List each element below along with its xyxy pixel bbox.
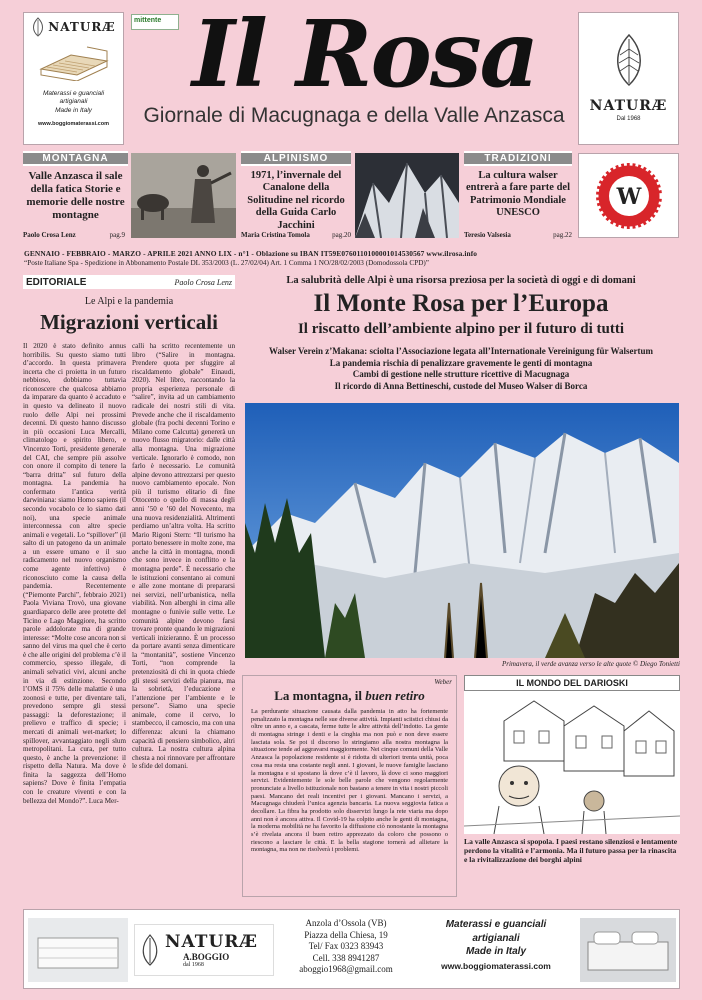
main-subhead: Il riscatto dell’ambiente alpino per il futuro di tutti bbox=[297, 321, 625, 337]
retiro-title-italic: buen retiro bbox=[365, 688, 425, 703]
editorial-column-2: calli ha scritto recentemente un libro (“Salire in montagna. Prendere quota per sfuggire al riscaldamento globale” Einaudi, 2020). Nel libro, raccontando la propria esperienza personale di “salire”, invita ad un cambiamento radicale dei nostri stili di vita. Prevede anche che il riscaldamento globale (fra pochi decenni Torino e Milano come Calcutta) genererà un nuovo flusso migratorio: dalle città alla montagna. Una migrazione verticale. Ignorarlo è comodo, non farlo è necessario. Le comunità alpine devono attrezzarsi per questo nuovo cambiamento epocale. Non più il turismo elitario di fine Ottocento o quello di massa degli anni ’50 e ’60 del Novecento, ma una nuova residenzialità. Altrimenti perdiamo un’altra volta. Ha scritto Mario Rigoni Stern: “Il turismo ha portato benessere in molte zone, ma anche la città in montagna, mondi che sono invece in conflitto e la montagna perde”. È necessario che le istituzioni consentano ai comuni e alle zone montane di prepararsi nei servizi, nell’urbanistica, nella viabilità. Non alberghi in cima alle montagne o funivie sulle vette. Le comunità alpine devono farsi trovare pronte quando le migrazioni verticali inizieranno. È un processo da portare avanti senza dimenticare la “montanità”, sostiene Vincenzo Torti, “non comprende la pretenziosità di chi in quota chiede gli stessi servizi della pianura, ma la sobrietà, l’educazione e l’attenzione per l’ambiente e le persone”. Siamo una specie animale, come il cervo, lo stambecco, il camoscio, ma con una differenza: alcuni la chiamano capacità di pensiero simbolico, altri cultura. La nostra cultura alpina chesta a noi rinnovare per affrontare le sfide del domani. bbox=[132, 342, 235, 771]
postal-badge-text: mittente bbox=[134, 17, 162, 24]
address-line: Anzola d’Ossola (VB) bbox=[305, 918, 387, 928]
left-ad-line2: artigianali bbox=[59, 98, 88, 106]
cartoon-header: IL MONDO DEL DARIOSKI bbox=[464, 675, 680, 691]
retiro-text: La perdurante situazione causata dalla pandemia in atto ha fortemente penalizzato la montagna nelle sue diverse attività. Impianti sciistici chiusi da oltre un anno e, a cascata, ferme tutte le altre attività dell’indotto. La gente di montagna stringe i denti e la cinghia ma non può e non deve essere lasciata sola. Se poi il discorso lo stringiamo alla nostra montagna la situazione tende ad aggravarsi maggiormente. Nei cinque comuni della Valle Anzasca la popolazione residente si è ridotta di ulteriori trenta unità, poca cosa ma resta una costante negli anni. I giovani, le nuove famiglie lasciano la montagna e si spostano là dove c’è il lavoro, là dove ci sono maggiori servizi. Evidentemente le sole belle parole che vengono regolarmente pronunciate a livello istituzionale non bastano a tenere in vita i nostri piccoli paesi. Mancano dei reali incentivi per i giovani. Mancano i servizi, a Macugnaga chiuderà l’unica agenzia bancaria. La nuova seggiovia fatica a decollare. La fibra ha prodotto solo disservizi lungo la rete viaria ma dopo anni non è ancora attiva. Il Covid-19 ha colpito anche le genti di montagna, la moderna mobilità ne ha favorito la diffusione ciò nonostante la montagna s’è rivelata ancora il buen retiro apprezzato da coloro che possono o riescono a lasciare le città. E la bella stagione tornerà ad allietare la montagna, ma non ne risolverà i problemi. bbox=[251, 708, 448, 854]
teaser-page: pag.9 bbox=[109, 231, 125, 239]
svg-text:W: W bbox=[616, 183, 641, 210]
retiro-author: Weber bbox=[434, 678, 452, 686]
cartoon-drawing bbox=[464, 691, 680, 834]
right-ad-brand: NATURÆ bbox=[589, 98, 668, 114]
main-overline: La salubrità delle Alpi è una risorsa preziosa per la società di oggi e di domani bbox=[286, 275, 636, 286]
teaser-credit bbox=[23, 231, 125, 239]
right-ad-since: Dal 1968 bbox=[616, 116, 641, 122]
walser-emblem-box bbox=[578, 153, 679, 238]
teaser-alpinismo[interactable] bbox=[241, 151, 351, 231]
natura-leaf-icon bbox=[139, 933, 161, 967]
tagline-line: Made in Italy bbox=[465, 946, 526, 957]
natura-leaf-icon bbox=[31, 17, 45, 37]
footer-ad bbox=[23, 909, 680, 989]
teaser-page: pag.20 bbox=[332, 231, 351, 239]
teaser-credit bbox=[464, 231, 572, 239]
footer-email-link[interactable]: aboggio1968@gmail.com bbox=[299, 964, 393, 975]
walser-w-emblem-icon bbox=[593, 160, 665, 232]
cartoon-box bbox=[464, 675, 680, 897]
retiro-title bbox=[243, 688, 456, 704]
teaser-title: La cultura walser entrerà a fare parte del Patrimonio Mondiale UNESCO bbox=[466, 170, 570, 219]
editorial-kicker: Le Alpi e la pandemia bbox=[84, 296, 174, 307]
teaser-author: Teresio Valsesia bbox=[464, 231, 511, 239]
footer-brand-sub: A.BOGGIO bbox=[183, 952, 230, 962]
section-label: TRADIZIONI bbox=[464, 151, 572, 166]
teaser-photo-montagna bbox=[131, 153, 236, 238]
teaser-page: pag.22 bbox=[553, 231, 572, 239]
teaser-montagna[interactable] bbox=[23, 151, 128, 239]
left-ad-box bbox=[23, 12, 124, 145]
editorial-label: EDITORIALE bbox=[26, 276, 87, 288]
tagline-line: artigianali bbox=[472, 932, 520, 944]
bullet-item: La pandemia rischia di penalizzare gravemente le genti di montagna bbox=[329, 357, 593, 368]
masthead-title: Il Rosa bbox=[192, 0, 538, 108]
bullet-item: Cambi di gestione nelle strutture ricettive di Macugnaga bbox=[352, 369, 570, 380]
issue-line: GENNAIO - FEBBRAIO - MARZO - APRILE 2021 ANNO LIX - n°1 - Oblazione su IBAN IT59E0760110100001014530567 www.ilrosa.info bbox=[24, 249, 478, 258]
address-line: Tel/ Fax 0323 83943 bbox=[308, 941, 384, 952]
editorial-column-1: Il 2020 è stato definito annus horribilis. Su questo siamo tutti d’accordo. In questa primavera incerta che ci proietta in un futuro nebbioso, dobbiamo tuttavia riconoscere che qualcosa abbiamo da imparare da quanto è accaduto e in questo va delineato il nuovo ruolo delle Alpi nei prossimi decenni. Di questo hanno discusso in più occasioni Luca Mercalli, climatologo e spirito libero, e Vincenzo Torti, presidente generale del CAI, che sempre più assolve con onore il compito di tenere la “barra dritta” sul futuro della montagna. La pandemia ha confermato l’antica verità darwiniana: siamo Homo sapiens (il secondo vocabolo ce lo siamo dati noi), una specie animale interconnessa con altre specie animali e vegetali. Lo “spillover” (il salto di un patogeno da un animale a un essere umano e il suo radicamento nel nuovo organismo come agente infettivo) è riconosciuto come la causa della pandemia. Recentemente (“Piemonte Parchi”, febbraio 2021) Paola Viviana Trovò, una giovane guardiaparco delle aree protette del Ticino e Lago Maggiore, ha scritto parole addolorate ma di grande interesse: “Molte cose ancora non si sanno del virus ma quel che è certo è che alle origini del problema c’è il commercio, spesso illegale, di animali selvatici vivi, alcuni anche in via di estinzione. Secondo l’OMS il 75% delle malattie è una zoonosi e tutte, per diventare tali, prevedono sempre gli stessi passaggi: la deforestazione; il prelievo e traffico di specie; i mercati di animali wet-market; lo spillover, avvantaggiato negli slum metropolitani. La cura, per tutto questo, è anche la prevenzione: il rispetto della Natura. Ma dove è finita la saggezza dell’Homo sapiens? Dove è finita l’empatia con le creature viventi e con la bellezza del Mondo?”. Luca Mer- bbox=[23, 342, 126, 805]
natura-leaf-logo-icon bbox=[608, 31, 650, 89]
postal-badge bbox=[131, 14, 179, 30]
teaser-photo-alpinismo bbox=[355, 153, 459, 238]
main-bullets bbox=[242, 346, 680, 393]
bullet-item: Il ricordo di Anna Bettineschi, custode del Museo Walser di Borca bbox=[334, 381, 588, 392]
teaser-author: Paolo Crosa Lenz bbox=[23, 231, 76, 239]
address-line: Piazza della Chiesa, 19 bbox=[304, 929, 388, 940]
mattress-photo-right bbox=[580, 918, 676, 982]
footer-address bbox=[286, 918, 406, 976]
footer-tagline bbox=[416, 918, 576, 972]
editorial-bar bbox=[23, 275, 235, 289]
teaser-author: Maria Cristina Tomola bbox=[241, 231, 310, 239]
masthead-subtitle: Giornale di Macugnaga e della Valle Anzasca bbox=[143, 104, 565, 127]
left-ad-line3: Made in Italy bbox=[55, 106, 92, 114]
bullet-item: Walser Verein z’Makana: sciolta l’Associazione legata all’Internationale Vereinigung für Walsertum bbox=[269, 346, 653, 356]
left-ad-line1: Materassi e guanciali bbox=[42, 90, 105, 97]
editorial-author: Paolo Crosa Lenz bbox=[174, 277, 232, 287]
teaser-tradizioni[interactable] bbox=[464, 151, 572, 231]
retiro-box bbox=[242, 675, 457, 897]
teaser-credit bbox=[241, 231, 351, 239]
tagline-line: Materassi e guanciali bbox=[445, 919, 547, 930]
left-ad-url: www.boggiomaterassi.com bbox=[37, 121, 109, 128]
editorial-title: Migrazioni verticali bbox=[40, 310, 218, 334]
teaser-title: 1971, l’invernale del Canalone della Solitudine nel ricordo della Guida Carlo Jacchini bbox=[247, 170, 345, 231]
monte-rosa-photo bbox=[245, 403, 679, 658]
teaser-title: Valle Anzasca il sale della fatica Storie e memorie delle nostre montagne bbox=[26, 170, 125, 221]
footer-brand: NATURÆ bbox=[165, 932, 258, 952]
main-headline: Il Monte Rosa per l’Europa bbox=[313, 290, 609, 317]
footer-url-link[interactable]: www.boggiomaterassi.com bbox=[441, 960, 551, 971]
postal-line: “Poste Italiane Spa - Spedizione in Abbonamento Postale DL 353/2003 (L. 27/02/04) Art. 1 Comma 1 NO/28/02/2003 (Domodossola CPD)” bbox=[24, 259, 429, 267]
mattress-photo-left bbox=[28, 918, 128, 982]
bed-frame-icon bbox=[37, 41, 111, 81]
retiro-title-plain: La montagna, il bbox=[274, 688, 366, 703]
right-ad-box bbox=[578, 12, 679, 145]
footer-brand-since: dal 1968 bbox=[183, 962, 204, 968]
address-line: Cell. 338 8941287 bbox=[312, 952, 380, 963]
footer-brand-block bbox=[134, 924, 274, 976]
left-ad-brand: NATURÆ bbox=[48, 20, 116, 34]
section-label: ALPINISMO bbox=[241, 151, 351, 166]
cartoon-caption: La valle Anzasca si spopola. I paesi restano silenziosi e lentamente perdono la vitalità e l’armonia. Ma il futuro passa per la rinascita e la rivitalizzazione dei borghi alpini bbox=[464, 837, 678, 865]
section-label: MONTAGNA bbox=[23, 151, 128, 166]
photo-caption: Primavera, il verde avanza verso le alte quote © Diego Tonietti bbox=[501, 660, 680, 668]
